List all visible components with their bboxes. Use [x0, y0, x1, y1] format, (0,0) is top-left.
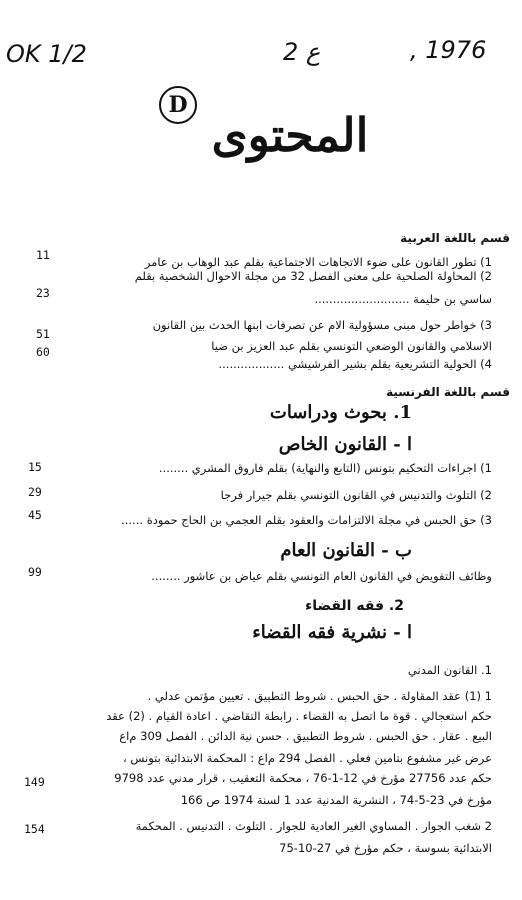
case-1-line: حكم عدد 27756 مؤرخ في 12-1-76 ، محكمة التعقيب ، قرار مدني عدد 9798 — [114, 771, 492, 785]
toc-page: 60 — [36, 345, 50, 359]
toc-page: 45 — [28, 508, 42, 522]
case-1-line: 1 (1) عقد المقاولة . حق الحبس . شروط التطبيق . تعيين مؤتمن عدلي . — [147, 689, 492, 703]
toc-item-1: 1) تطور القانون على ضوء الاتجاهات الاجتماعية بقلم عبد الوهاب بن عامر — [144, 255, 492, 269]
private-law-item-3: 3) حق الحبس في مجلة الالتزامات والعقود بقلم العجمي بن الحاج حمودة ...... — [121, 513, 492, 527]
case-1-line: حكم استعجالي . قوة ما اتصل به القضاء . رابطة التقاضي . اعادة القيام . (2) عقد — [106, 709, 492, 723]
case-1-line: البيع . عقار . حق الحبس . شروط التطبيق . حسن نية الدائن . الفصل 309 م‌اع — [119, 729, 492, 743]
part-2-heading: 2. فقه القضاء — [305, 598, 404, 614]
jurisprudence-heading: ا - نشرية فقه القضاء — [252, 622, 412, 643]
case-2-line: 2 شغب الجوار . المساوي الغير العادية للجوار . التلوث . التدنيس . المحكمة — [135, 819, 492, 833]
toc-page: 99 — [28, 565, 42, 579]
civil-law-heading: 1. القانون المدني — [407, 663, 492, 677]
private-law-item-2: 2) التلوث والتدنيس في القانون التونسي بقلم جيرار فرجا — [220, 488, 492, 502]
toc-page: 29 — [28, 485, 42, 499]
public-law-heading: ب - القانون العام — [280, 540, 412, 561]
private-law-heading: ا - القانون الخاص — [278, 434, 412, 455]
handwritten-year: , 1976 — [410, 36, 487, 64]
toc-item-4: 4) الحولية التشريعية بقلم بشير الفرشيشي .................. — [218, 357, 492, 371]
handwritten-mid-note: 2 ع — [283, 38, 321, 66]
toc-page: 11 — [36, 248, 50, 262]
toc-page: 149 — [24, 775, 45, 789]
toc-item-2-cont: ساسي بن حليمة .......................... — [314, 292, 492, 306]
toc-page: 154 — [24, 822, 45, 836]
page-title: المحتوى — [211, 108, 369, 162]
toc-item-2: 2) المحاولة الصلحية على معنى الفصل 32 من مجلة الاحوال الشخصية بقلم — [134, 269, 492, 283]
case-1-line: مؤرخ في 23-5-74 ، النشرية المدنية عدد 1 لسنة 1974 ص 166 — [180, 793, 492, 807]
toc-item-3: 3) خواطر حول مبنى مسؤولية الام عن تصرفات ابنها الحدث بين القانون — [152, 318, 492, 332]
handwritten-ok-note: OK 1/2 — [6, 40, 87, 68]
arabic-section-heading: قسم باللغة العربية — [400, 231, 510, 245]
toc-page: 15 — [28, 460, 42, 474]
toc-page: 23 — [36, 286, 50, 300]
toc-page: 51 — [36, 327, 50, 341]
case-2-line: الابتدائية بسوسة ، حكم مؤرخ في 27-10-75 — [279, 841, 492, 855]
toc-item-3-cont: الاسلامي والقانون الوضعي التونسي بقلم عبد العزيز بن ضيا — [211, 339, 492, 353]
french-section-heading: قسم باللغة الفرنسية — [386, 385, 510, 399]
public-law-item-1: وظائف التفويض في القانون العام التونسي بقلم عياض بن عاشور ........ — [151, 569, 492, 583]
stamp-letter: D — [168, 92, 188, 118]
private-law-item-1: 1) اجراءات التحكيم بتونس (التابع والنهاية) بقلم فاروق المشري ........ — [158, 461, 492, 475]
part-1-heading: 1. بحوث ودراسات — [269, 402, 412, 423]
case-1-line: عرض غير مشفوع بتامين فعلي . الفصل 294 م‌اع : المحكمة الابتدائية بتونس ، — [123, 751, 492, 765]
